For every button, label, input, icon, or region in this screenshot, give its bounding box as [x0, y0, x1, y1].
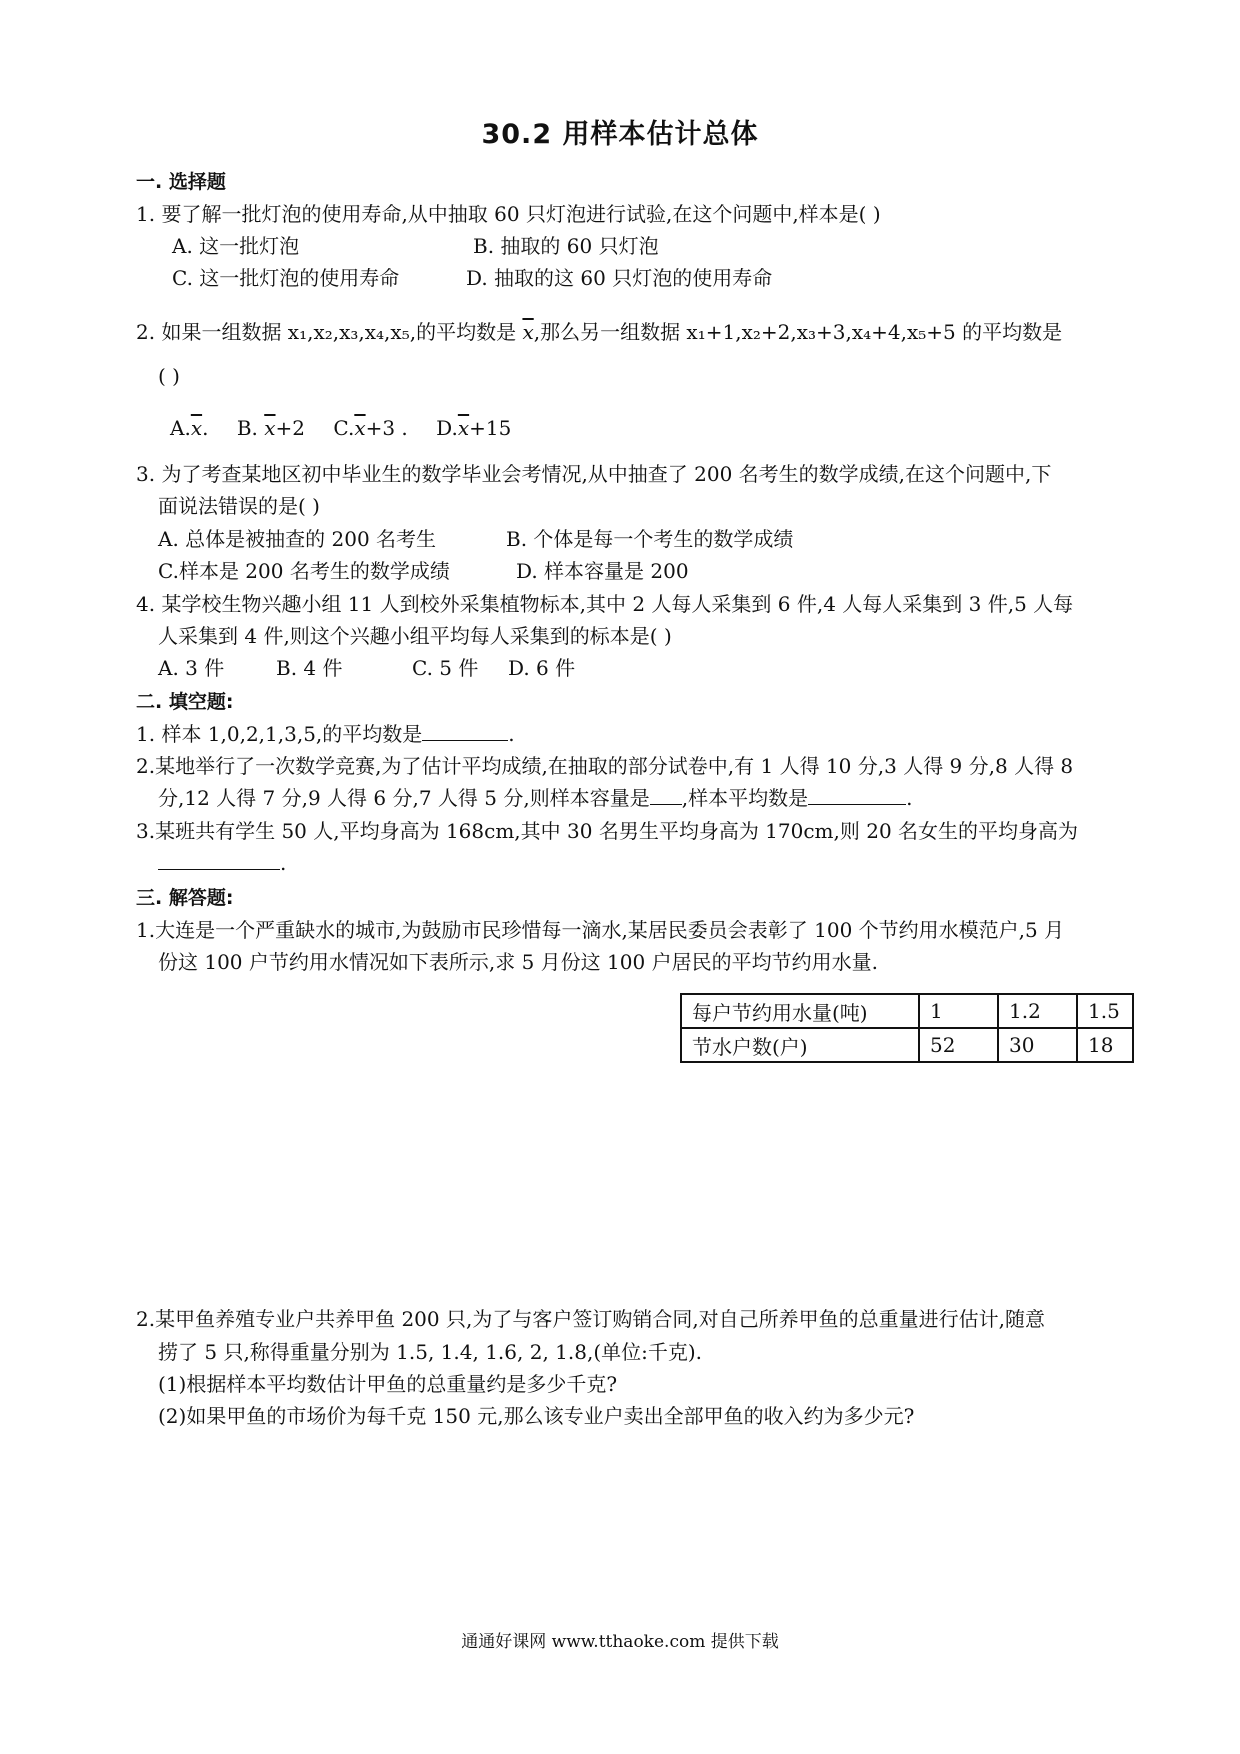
- ans2-sub1: (1)根据样本平均数估计甲鱼的总重量约是多少千克?: [158, 1372, 618, 1396]
- table-cell: 52: [919, 1028, 998, 1062]
- fill1: [136, 720, 515, 748]
- fill2-text-a: 分,12 人得 7 分,9 人得 6 分,7 人得 5 分,则样本容量是: [158, 786, 650, 810]
- q3-option-c: C.样本是 200 名考生的数学成绩: [158, 559, 450, 583]
- fill2-line1: 2.某地举行了一次数学竞赛,为了估计平均成绩,在抽取的部分试卷中,有 1 人得 10 分,3 人得 9 分,8 人得 8: [136, 754, 1074, 778]
- fill2-text-b: ,样本平均数是: [681, 786, 809, 810]
- q4-stem-line1: 4. 某学校生物兴趣小组 11 人到校外采集植物标本,其中 2 人每人采集到 6 件,4 人每人采集到 3 件,5 人每: [136, 592, 1074, 616]
- x-bar-symbol: $\overline{x}$: [522, 320, 534, 344]
- fill1-blank: [422, 720, 508, 741]
- fill3-blank: [158, 849, 280, 870]
- q2-option-c: $C.\overline{x}+3$ .: [333, 416, 408, 440]
- q1-option-c: C. 这一批灯泡的使用寿命: [172, 266, 400, 290]
- ans2-line2: 捞了 5 只,称得重量分别为 1.5, 1.4, 1.6, 2, 1.8,(单位:千克).: [158, 1340, 703, 1364]
- ans1-line2: 份这 100 户节约用水情况如下表所示,求 5 月份这 100 户居民的平均节约用水量.: [158, 950, 878, 974]
- table-cell: 1.2: [998, 994, 1077, 1028]
- table-row: [681, 994, 1133, 1028]
- q3-stem-line1: 3. 为了考查某地区初中毕业生的数学毕业会考情况,从中抽查了 200 名考生的数学成绩,在这个问题中,下: [136, 462, 1052, 486]
- table-cell: 1: [919, 994, 998, 1028]
- fill2-period: .: [906, 786, 913, 810]
- fill2-blank-1: [650, 784, 682, 805]
- q2-stem-part-a: 2. 如果一组数据 x₁,x₂,x₃,x₄,x₅,的平均数是: [136, 320, 523, 344]
- q4-option-c: C. 5 件: [412, 656, 479, 680]
- ans2-sub2: (2)如果甲鱼的市场价为每千克 150 元,那么该专业户卖出全部甲鱼的收入约为多少元?: [158, 1404, 915, 1428]
- q1-stem: 1. 要了解一批灯泡的使用寿命,从中抽取 60 只灯泡进行试验,在这个问题中,样本是( ): [136, 202, 881, 226]
- q2-stem: [136, 318, 1062, 346]
- table-cell: 18: [1077, 1028, 1133, 1062]
- section-heading-fill: 二. 填空题:: [136, 691, 234, 713]
- q2-option-b: B. $\overline{x}+2$: [236, 416, 305, 440]
- q2-option-a: $A.\overline{x}$.: [170, 416, 209, 440]
- ans2-line1: 2.某甲鱼养殖专业户共养甲鱼 200 只,为了与客户签订购销合同,对自己所养甲鱼的总重量进行估计,随意: [136, 1307, 1046, 1331]
- q1-option-d: D. 抽取的这 60 只灯泡的使用寿命: [466, 266, 773, 290]
- q4-option-a: A. 3 件: [158, 656, 225, 680]
- q3-option-d: D. 样本容量是 200: [516, 559, 689, 583]
- fill3-period: .: [280, 851, 287, 875]
- q2-options: [170, 414, 511, 442]
- q2-option-d: $D.\overline{x}+15$: [436, 416, 512, 440]
- page-title: 30.2 用样本估计总体: [481, 119, 759, 150]
- fill3-line2: [158, 849, 286, 877]
- fill1-period: .: [508, 722, 515, 746]
- q2-answer-paren: ( ): [158, 364, 180, 388]
- q4-option-b: B. 4 件: [276, 656, 343, 680]
- q2-stem-part-b: ,那么另一组数据 x₁+1,x₂+2,x₃+3,x₄+4,x₅+5 的平均数是: [533, 320, 1063, 344]
- q4-stem-line2: 人采集到 4 件,则这个兴趣小组平均每人采集到的标本是( ): [158, 624, 672, 648]
- table-cell: 每户节约用水量(吨): [681, 994, 919, 1028]
- q4-option-d: D. 6 件: [508, 656, 576, 680]
- q3-option-b: B. 个体是每一个考生的数学成绩: [506, 527, 794, 551]
- table-cell: 1.5: [1077, 994, 1133, 1028]
- fill1-text: 1. 样本 1,0,2,1,3,5,的平均数是: [136, 722, 423, 746]
- q1-option-b: B. 抽取的 60 只灯泡: [473, 234, 659, 258]
- footer-credit: 通通好课网 www.tthaoke.com 提供下载: [461, 1632, 779, 1652]
- table-row: [681, 1028, 1133, 1062]
- fill3-line1: 3.某班共有学生 50 人,平均身高为 168cm,其中 30 名男生平均身高为 170cm,则 20 名女生的平均身高为: [136, 819, 1079, 843]
- fill2-blank-2: [808, 784, 906, 805]
- water-saving-table: [680, 993, 1134, 1063]
- q1-option-a: A. 这一批灯泡: [172, 234, 300, 258]
- table-cell: 节水户数(户): [681, 1028, 919, 1062]
- q3-stem-line2: 面说法错误的是( ): [158, 494, 320, 518]
- section-heading-choice: 一. 选择题: [136, 171, 226, 193]
- fill2-line2: [158, 784, 912, 812]
- table-cell: 30: [998, 1028, 1077, 1062]
- ans1-line1: 1.大连是一个严重缺水的城市,为鼓励市民珍惜每一滴水,某居民委员会表彰了 100 个节约用水模范户,5 月: [136, 918, 1065, 942]
- section-heading-solve: 三. 解答题:: [136, 887, 234, 909]
- q3-option-a: A. 总体是被抽查的 200 名考生: [158, 527, 437, 551]
